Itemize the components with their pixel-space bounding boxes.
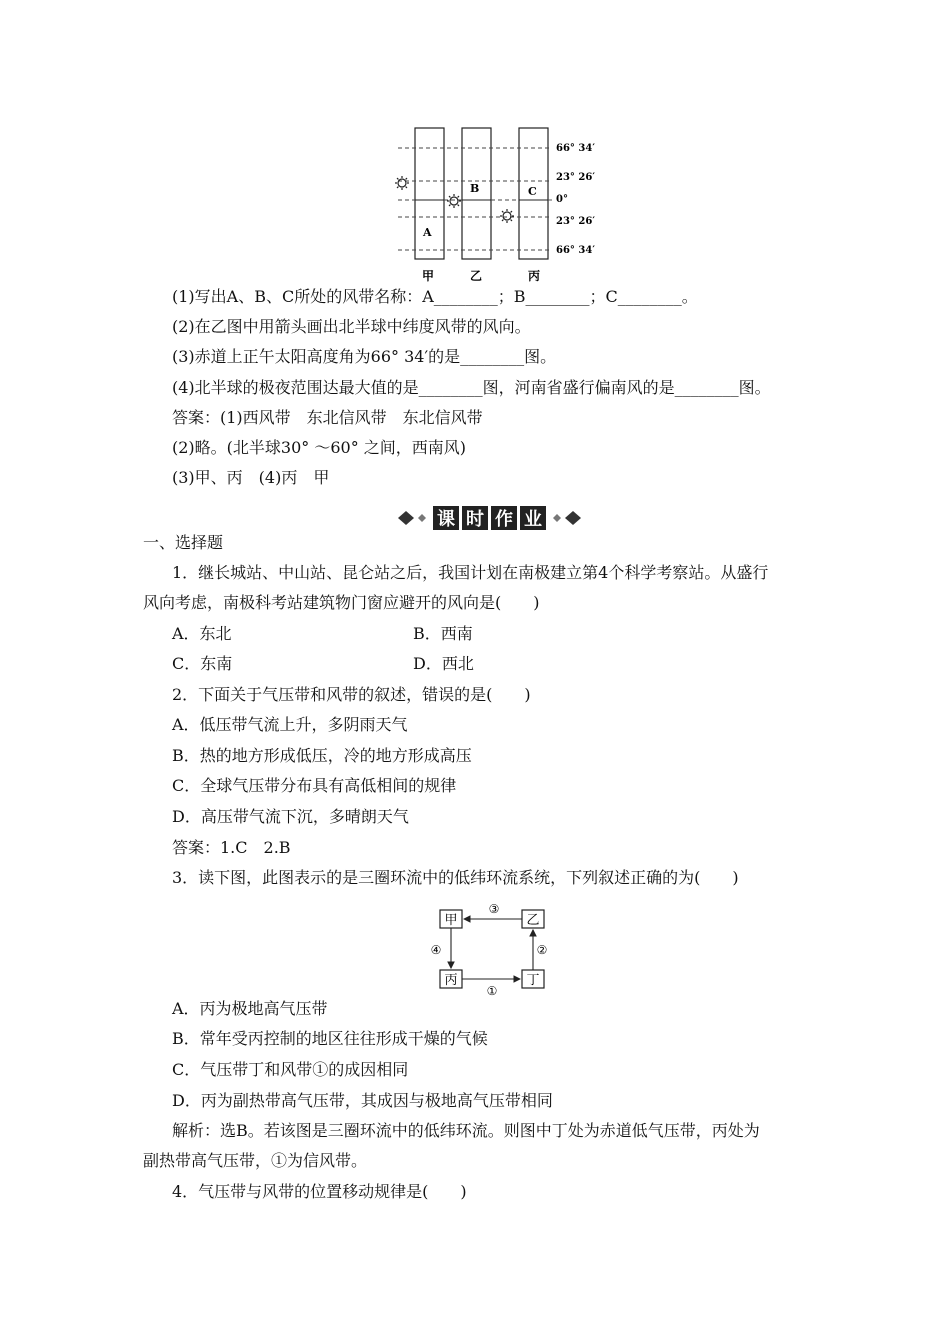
sun-icon [500, 209, 514, 223]
option-d: D．高压带气流下沉，多晴朗天气 [172, 807, 409, 826]
box-label: 丁 [526, 973, 540, 988]
hw-question-4: 4．气压带与风带的位置移动规律是( ) [172, 1182, 467, 1201]
hw-question-3: 3．读下图，此图表示的是三圈环流中的低纬环流系统，下列叙述正确的为( ) [172, 868, 739, 887]
banner-char: 作 [495, 509, 513, 530]
explanation-cont: 副热带高气压带，①为信风带。 [143, 1151, 368, 1170]
lat-label: 66° 34′ [556, 143, 595, 154]
diamond-icon [418, 514, 426, 522]
bar-label: 丙 [528, 269, 541, 283]
diamond-icon [565, 511, 581, 525]
option-a: A．丙为极地高气压带 [172, 999, 328, 1018]
bar-label: 甲 [422, 269, 435, 283]
answer-1: 答案：(1)西风带 东北信风带 东北信风带 [172, 408, 483, 427]
option-c: C．东南 [172, 654, 233, 673]
box-label: 丙 [444, 973, 458, 988]
letter-a: A [423, 226, 432, 239]
lat-label: 0° [556, 194, 568, 205]
diamond-icon [398, 511, 414, 525]
arrow-label: ③ [488, 902, 500, 916]
option-d: D．西北 [413, 654, 474, 673]
question-3: (3)赤道上正午太阳高度角为66° 34′的是________图。 [172, 347, 557, 366]
hw-question-1: 1．继长城站、中山站、昆仑站之后，我国计划在南极建立第4个科学考察站。从盛行 [172, 563, 769, 582]
figure-pressure-belt-bars [380, 120, 620, 290]
section-heading: 一、选择题 [143, 533, 224, 552]
diamond-icon [553, 514, 561, 522]
option-c: C．全球气压带分布具有高低相间的规律 [172, 776, 457, 795]
option-d: D．丙为副热带高气压带，其成因与极地高气压带相同 [172, 1091, 553, 1110]
sun-icon [395, 176, 409, 190]
box-label: 甲 [444, 913, 458, 928]
homework-banner [390, 503, 595, 533]
option-a: A．低压带气流上升，多阴雨天气 [172, 715, 408, 734]
banner-char: 业 [524, 509, 542, 530]
lat-label: 23° 26′ [556, 172, 595, 183]
latitude-dashed-lines [398, 148, 552, 250]
banner-char: 时 [466, 509, 484, 530]
answer-line: 答案：1.C 2.B [172, 838, 291, 857]
question-2: (2)在乙图中用箭头画出北半球中纬度风带的风向。 [172, 317, 531, 336]
arrow-label: ② [536, 943, 548, 957]
hw-question-1-cont: 风向考虑，南极科考站建筑物门窗应避开的风向是( ) [143, 593, 540, 612]
answer-2: (2)略。(北半球30° ～60° 之间，西南风) [172, 438, 467, 457]
banner-char: 课 [437, 509, 455, 530]
option-a: A．东北 [172, 624, 232, 643]
arrow-label: ④ [430, 943, 442, 957]
box-label: 乙 [526, 913, 540, 928]
lat-label: 23° 26′ [556, 216, 595, 227]
hw-question-2: 2．下面关于气压带和风带的叙述，错误的是( ) [172, 685, 531, 704]
option-b: B．常年受丙控制的地区往往形成干燥的气候 [172, 1029, 488, 1048]
option-b: B．西南 [413, 624, 473, 643]
explanation: 解析：选B。若该图是三圈环流中的低纬环流。则图中丁处为赤道低气压带，丙处为 [172, 1121, 760, 1140]
option-c: C．气压带丁和风带①的成因相同 [172, 1060, 409, 1079]
answer-3: (3)甲、丙 (4)丙 甲 [172, 468, 330, 487]
question-4: (4)北半球的极夜范围达最大值的是________图，河南省盛行偏南风的是________图。 [172, 378, 771, 397]
figure-low-latitude-circulation [420, 898, 560, 998]
letter-b: B [470, 182, 480, 195]
arrow-label: ① [486, 984, 498, 998]
question-1: (1)写出A、B、C所处的风带名称：A________；B________；C________。 [172, 287, 698, 306]
lat-label: 66° 34′ [556, 245, 595, 256]
sun-icon [447, 194, 461, 208]
bar-label: 乙 [470, 269, 483, 283]
letter-c: C [528, 185, 537, 198]
option-b: B．热的地方形成低压，冷的地方形成高压 [172, 746, 472, 765]
